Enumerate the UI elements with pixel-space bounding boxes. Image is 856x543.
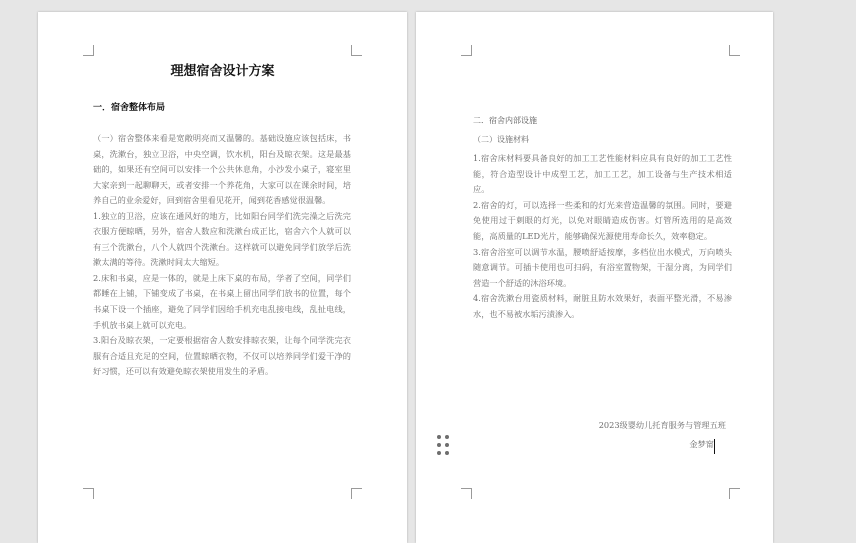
margin-corner-mark: [351, 488, 362, 499]
paragraph[interactable]: 3.宿舍浴室可以调节水温，腰喷舒适按摩，多档位出水模式，万向喷头随意调节。可插卡使用也可扫码，有浴室置物架，干湿分离，为同学们营造一个舒适的沐浴环境。: [473, 246, 732, 288]
margin-corner-mark: [729, 45, 740, 56]
paragraph[interactable]: （一）宿舍整体来看是宽敞明亮而又温馨的。基础设施应该包括床，书桌，洗漱台，独立卫浴，中央空调，饮水机，阳台及晾衣架。这是最基础的，如果还有空间可以安排一个公共休息角，小沙发小桌子，寝室里大家亲到一起聊聊天，或者安排一个养花角，大家可以在课余时间，培养自己的业余爱好，回到宿舍里看见花开，闻到花香感觉很温馨。: [93, 133, 351, 206]
text-cursor: [714, 439, 715, 454]
margin-corner-mark: [351, 45, 362, 56]
section-heading-layout[interactable]: 一．宿舍整体布局: [93, 103, 166, 113]
paragraph[interactable]: 2.宿舍的灯，可以选择一些柔和的灯光来营造温馨的氛围。同时，要避免使用过于刺眼的灯光，以免对眼睛造成伤害。灯管所选用的是高效能，高质量的LED光片，能够确保光源使用寿命长久，效率稳定。: [473, 199, 732, 241]
paragraph[interactable]: 1.宿舍床材料要具备良好的加工工艺性能材料应具有良好的加工工艺性能，符合造型设计中成型工艺，加工工艺，加工设备与生产技术相适应。: [473, 153, 732, 195]
document-page-2: [416, 12, 773, 543]
signature-class[interactable]: 2023级婴幼儿托育服务与管理五班: [598, 420, 726, 430]
margin-corner-mark: [461, 45, 472, 56]
section-heading-facilities[interactable]: 二．宿舍内部设施: [473, 116, 537, 125]
paragraph[interactable]: 2.床和书桌，应是一体的，就是上床下桌的布局，学者了空间，同学们都睡在上铺，下铺变成了书桌，在书桌上留出同学们放书的位置，每个书桌下设一个插座，避免了同学们因给手机充电乱接电线，乱扯电线，手机放书桌上就可以充电。: [93, 272, 351, 330]
margin-corner-mark: [729, 488, 740, 499]
paragraph[interactable]: 4.宿舍洗漱台用瓷质材料，耐脏且防水效果好，表面平整光滑，不易渗水，也不易被水垢污渍渗入。: [473, 293, 732, 319]
document-page-1: [38, 12, 407, 543]
page1-body-text[interactable]: [93, 131, 351, 380]
page2-body-text[interactable]: [473, 151, 732, 323]
margin-corner-mark: [83, 45, 94, 56]
signature-name[interactable]: 金梦甯: [689, 439, 714, 449]
subsection-heading-materials[interactable]: （二）设施材料: [473, 135, 529, 144]
margin-corner-mark: [83, 488, 94, 499]
margin-corner-mark: [461, 488, 472, 499]
paragraph[interactable]: 3.阳台及晾衣架，一定要根据宿舍人数安排晾衣架，让每个同学洗完衣服有合适且充足的空间，位置晾晒衣物，不仅可以培养同学们爱干净的好习惯，还可以有效避免晾衣架使用发生的矛盾。: [93, 335, 351, 377]
paragraph[interactable]: 1.独立的卫浴，应该在通风好的地方，比如阳台同学们洗完澡之后洗完衣服方便晾晒，另外，宿舍人数应和洗漱台成正比，宿舍六个人就可以有三个洗漱台，八个人就四个洗漱台。这样就可以避免同学们放学后洗漱太满的等待。洗漱时间太大缩短。: [93, 210, 351, 268]
drag-handle-icon[interactable]: [437, 435, 451, 459]
document-title[interactable]: 理想宿舍设计方案: [170, 64, 275, 79]
